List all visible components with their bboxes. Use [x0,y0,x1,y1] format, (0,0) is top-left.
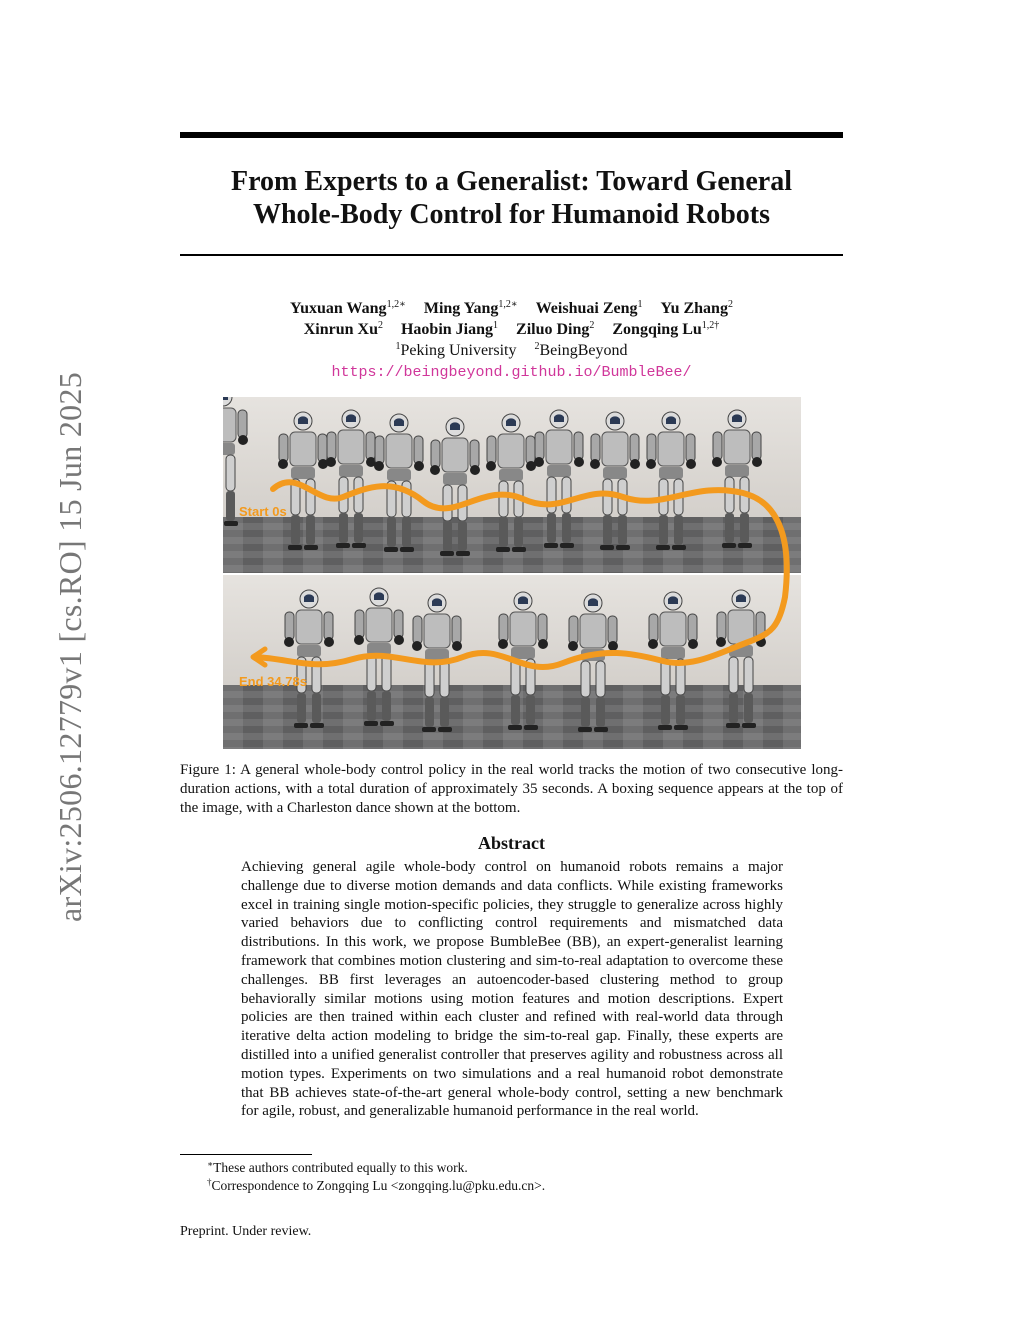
footnote-correspondence [207,1177,545,1194]
author-line-1 [180,298,843,319]
paper-title [180,165,843,231]
author-affil: 2 [377,320,383,331]
author-name: Yu Zhang [660,300,728,317]
robot-sequence-illustration [223,397,801,749]
author-name: Ming Yang [423,300,499,317]
preprint-notice: Preprint. Under review. [180,1224,312,1239]
author-name: Weishuai Zeng [535,300,638,317]
abstract-body: Achieving general agile whole-body control on humanoid robots remains a major challenge due to diverse motion demands and data conflicts. While existing frameworks excel in training single motion-specific policies, they struggle to generalize across highly varied behaviors due to conflicting control requirements and mismatched data distributions. In this work, we propose BumbleBee (BB), an expert-generalist learning framework that combines motion clustering and sim-to-real adaptation to overcome these challenges. BB first leverages an autoencoder-based clustering method to group behaviorally similar motions using motion features and motion descriptions. Expert policies are then trained within each cluster and refined with real-world data through iterative delta action modeling to bridge the sim-to-real gap. Finally, these experts are distilled into a unified generalist controller that preserves agility and robustness across all motion types. Experiments on two simulations and a real humanoid robot demonstrate that BB achieves state-of-the-art general whole-body control, setting a new benchmark for agile, robust, and generalizable humanoid performance in the real world. [241,859,783,1120]
author-line-2 [180,319,843,340]
affiliations-line [180,340,843,361]
footnote-text: Correspondence to Zongqing Lu <zongqing.lu@pku.edu.cn>. [211,1178,546,1193]
figure-1-image [223,397,801,749]
footnote-mark: ∗ [207,1159,214,1169]
author-affil: 1,2† [701,320,720,331]
affil-marker: 2 [534,341,540,352]
author-name: Yuxuan Wang [290,300,387,317]
author-name: Xinrun Xu [303,321,378,338]
footnote-text: These authors contributed equally to this work. [213,1160,468,1175]
title-line-2: Whole-Body Control for Humanoid Robots [252,199,771,230]
affiliation-peking: Peking University [400,342,517,359]
footnote-equal-contribution [207,1159,468,1176]
arxiv-sidebar-id: arXiv:2506.12779v1 [cs.RO] 15 Jun 2025 [52,371,88,922]
abstract-heading: Abstract [478,833,545,853]
footnote-rule [180,1154,312,1155]
author-affil: 1,2∗ [498,299,518,310]
author-affil: 2 [589,320,595,331]
author-name: Zongqing Lu [612,321,702,338]
affiliation-beingbeyond: BeingBeyond [539,342,628,359]
figure-1-caption: Figure 1: A general whole-body control policy in the real world tracks the motion of two consecutive long-duration actions, with a total duration of approximately 35 seconds. A boxing sequence appears at the top of the image, with a Charleston dance shown at the bottom. [180,762,843,816]
author-affil: 1 [637,299,643,310]
end-time-label: End 34.78s [239,674,307,689]
title-top-rule [180,132,843,138]
author-name: Haobin Jiang [400,321,494,338]
project-url-link[interactable]: https://beingbeyond.github.io/BumbleBee/ [331,364,692,381]
author-affil: 2 [727,299,733,310]
footnote-mark: † [207,1177,212,1187]
author-affil: 1,2∗ [386,299,406,310]
author-block [180,298,843,383]
affil-marker: 1 [395,341,401,352]
title-line-1: From Experts to a Generalist: Toward General [231,166,792,197]
project-url-line [180,361,843,383]
start-time-label: Start 0s [239,504,287,519]
author-name: Ziluo Ding [516,321,590,338]
author-affil: 1 [493,320,499,331]
title-bottom-rule [180,254,843,256]
